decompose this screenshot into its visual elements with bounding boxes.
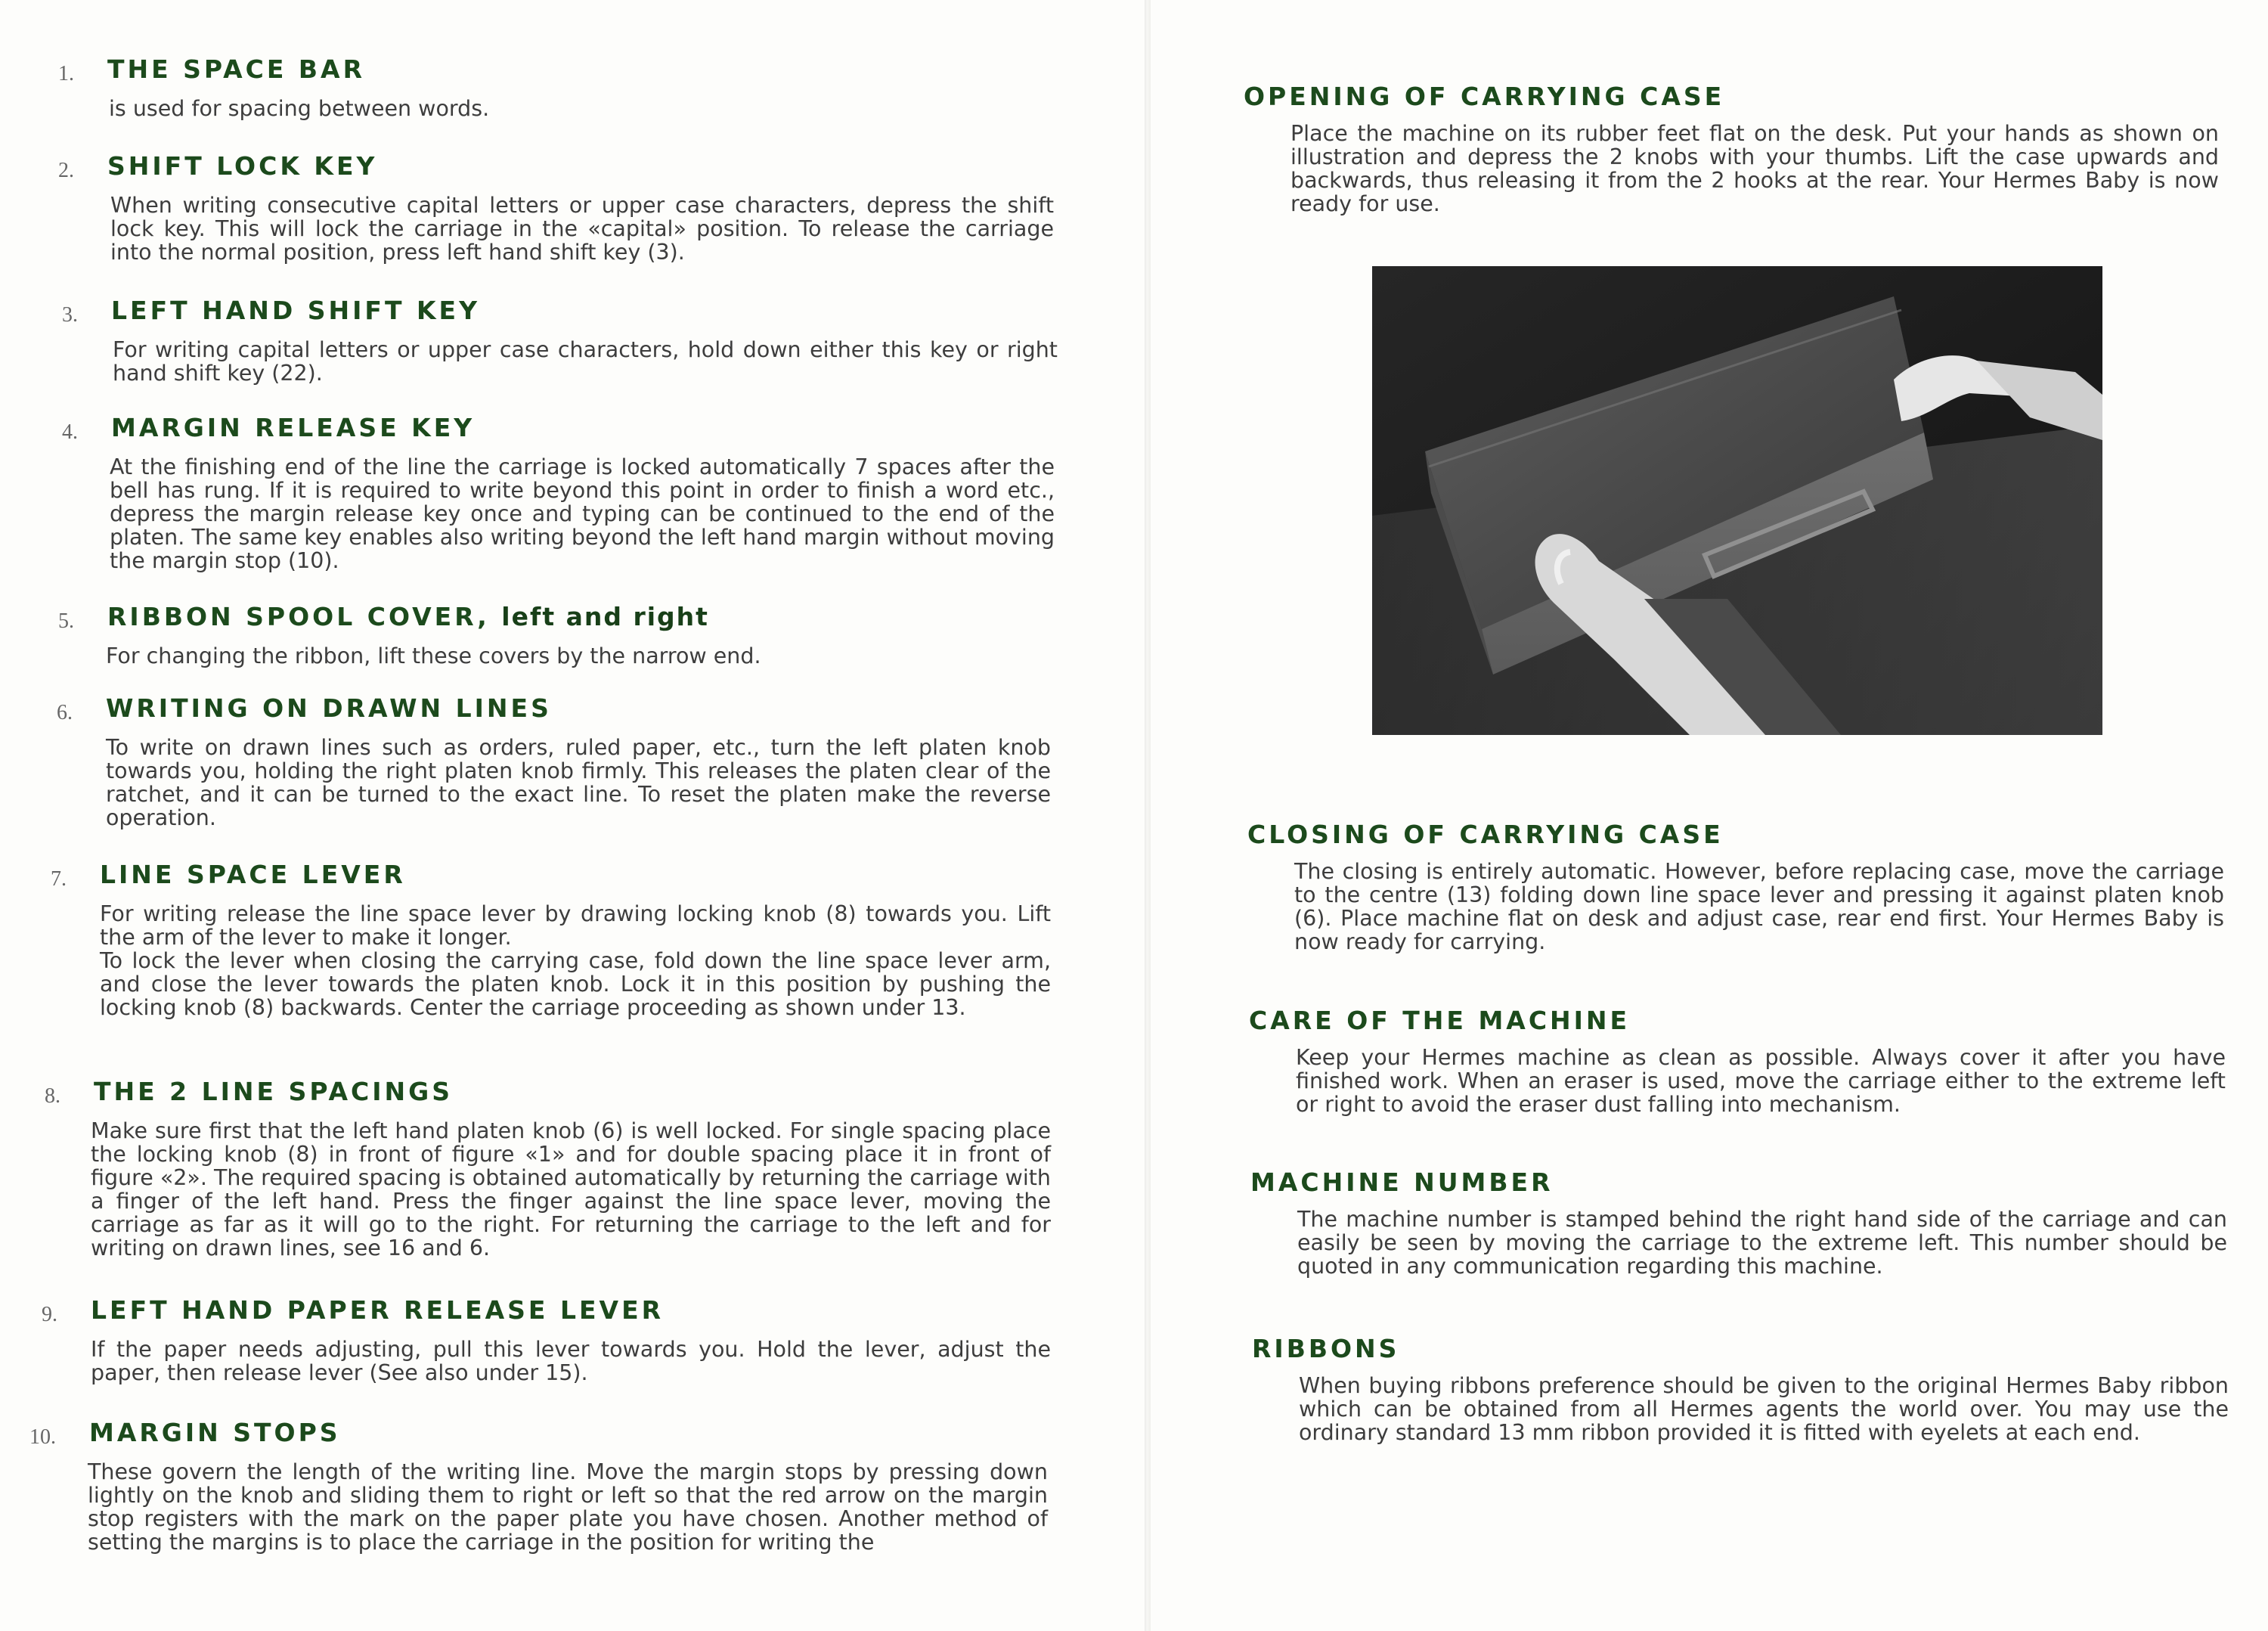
item-title: RIBBON SPOOL COVER, left and right [107,602,709,631]
section-title: CLOSING OF CARRYING CASE [1247,820,1724,849]
item-title-tail: left and right [501,602,709,631]
item-number: 2. [58,159,74,182]
typewriter-case-photo-icon [1372,266,2102,735]
item-title: LINE SPACE LEVER [100,860,406,889]
section-machine-number [1250,1167,2227,1278]
section-closing-of-carrying-case [1247,820,2224,953]
item-text: At the finishing end of the line the carriage is locked automatically 7 spaces after the bell has rung. If it is required to write beyond this point in order to finish a word etc., depress the margin release key once and typing can be continued to the end of the platen. The same key enables also writing beyond the left hand margin without moving the margin stop (10). [110,454,1055,573]
item-title: MARGIN RELEASE KEY [111,413,476,442]
item-number: 3. [62,303,78,327]
item-title: WRITING ON DRAWN LINES [106,693,552,723]
item-number: 9. [42,1303,57,1326]
item-text: To write on drawn lines such as orders, ruled paper, etc., turn the left platen knob towards you, holding the right platen knob firmly. This releases the platen clear of the ratchet, and it can be turned to the exact line. To reset the platen make the reverse operation. [106,735,1051,830]
item-number: 1. [58,62,74,85]
section-text: Place the machine on its rubber feet flat on the desk. Put your hands as shown on illustration and depress the 2 knobs with your thumbs. Lift the case upwards and backwards, thus releasing it from the 2 hooks at the rear. Your Hermes Baby is now ready for use. [1290,121,2219,216]
section-title: RIBBONS [1252,1334,1400,1363]
item-text: These govern the length of the writing line. Move the margin stops by pressing down lightly on the knob and sliding them to right or left so that the red arrow on the margin stop registers with the mark on the paper plate you have chosen. Another method of setting the margins is to place the carriage in the position for writing the [88,1459,1048,1555]
item-title: THE 2 LINE SPACINGS [94,1077,453,1106]
item-two-line-spacings [45,1077,1051,1260]
item-title: MARGIN STOPS [89,1418,341,1447]
typewriter-case-photo [1372,266,2102,735]
section-ribbons [1252,1334,2229,1444]
section-text: The closing is entirely automatic. However, before replacing case, move the carriage to the centre (13) folding down line space lever and pressing it against platen knob (6). Place machine flat on desk and adjust case, rear end first. Your Hermes Baby is now ready for carrying. [1294,859,2224,954]
item-space-bar [58,54,1051,121]
item-line-space-lever [51,860,1051,1020]
item-ribbon-spool-cover [58,602,1051,668]
item-number: 4. [62,420,78,444]
item-text: For writing release the line space lever by drawing locking knob (8) towards you. Lift the arm of the lever to make it longer. To lock the lever when closing the carrying case, fold down the line space lever arm, and close the lever towards the platen knob. Lock it in this position by pushing the locking knob (8) backwards. Center the carriage proceeding as shown under 13. [100,901,1051,1020]
item-number: 7. [51,867,67,891]
section-text: When buying ribbons preference should be given to the original Hermes Baby ribbon which can be obtained from all Hermes agents the world over. You may use the ordinary standard 13 mm ribbon provided it is fitted with eyelets at each end. [1299,1373,2229,1445]
item-title: LEFT HAND PAPER RELEASE LEVER [91,1295,665,1325]
item-text: Make sure first that the left hand platen knob (6) is well locked. For single spacing place the locking knob (8) in front of figure «1» and for double spacing place it in front of figure «2». The required spacing is obtained automatically by returning the carriage with a finger of the left hand. Press the finger against the line space lever, moving the carriage as far as it will go to the right. For returning the carriage to the left and for writing on drawn lines, see 16 and 6. [91,1118,1051,1260]
item-number: 6. [57,701,73,724]
right-page [1149,0,2268,1631]
item-text: When writing consecutive capital letters or upper case characters, depress the shift lock key. This will lock the carriage in the «capital» position. To release the carriage into the normal position, press left hand shift key (3). [110,193,1054,265]
item-margin-stops [29,1418,1051,1555]
item-title: SHIFT LOCK KEY [107,151,378,181]
section-text: Keep your Hermes machine as clean as possible. Always cover it after you have finished work. When an eraser is used, move the carriage either to the extreme left or right to avoid the eraser dust falling into mechanism. [1296,1045,2226,1117]
item-writing-on-drawn-lines [57,693,1051,830]
section-text: The machine number is stamped behind the right hand side of the carriage and can easily be seen by moving the carriage to the extreme left. This number should be quoted in any communication regarding this machine. [1297,1207,2227,1279]
item-number: 10. [29,1425,56,1449]
section-title: CARE OF THE MACHINE [1249,1006,1631,1035]
item-shift-lock-key [58,151,1054,265]
item-number: 8. [45,1084,60,1108]
section-care-of-the-machine [1249,1006,2226,1116]
item-left-hand-shift-key [62,296,1058,386]
item-title: THE SPACE BAR [107,54,365,84]
item-left-hand-paper-release-lever [42,1295,1051,1385]
item-number: 5. [58,609,74,633]
item-text: For writing capital letters or upper case characters, hold down either this key or right hand shift key (22). [113,337,1058,386]
section-opening-of-carrying-case [1244,82,2219,216]
item-text: For changing the ribbon, lift these covers by the narrow end. [106,643,761,668]
item-text: If the paper needs adjusting, pull this lever towards you. Hold the lever, adjust the paper, then release lever (See also under 15). [91,1337,1051,1385]
section-title: MACHINE NUMBER [1250,1167,1554,1197]
section-title: OPENING OF CARRYING CASE [1244,82,1725,111]
item-margin-release-key [62,413,1055,573]
item-text: is used for spacing between words. [109,96,490,121]
item-title: LEFT HAND SHIFT KEY [111,296,480,325]
